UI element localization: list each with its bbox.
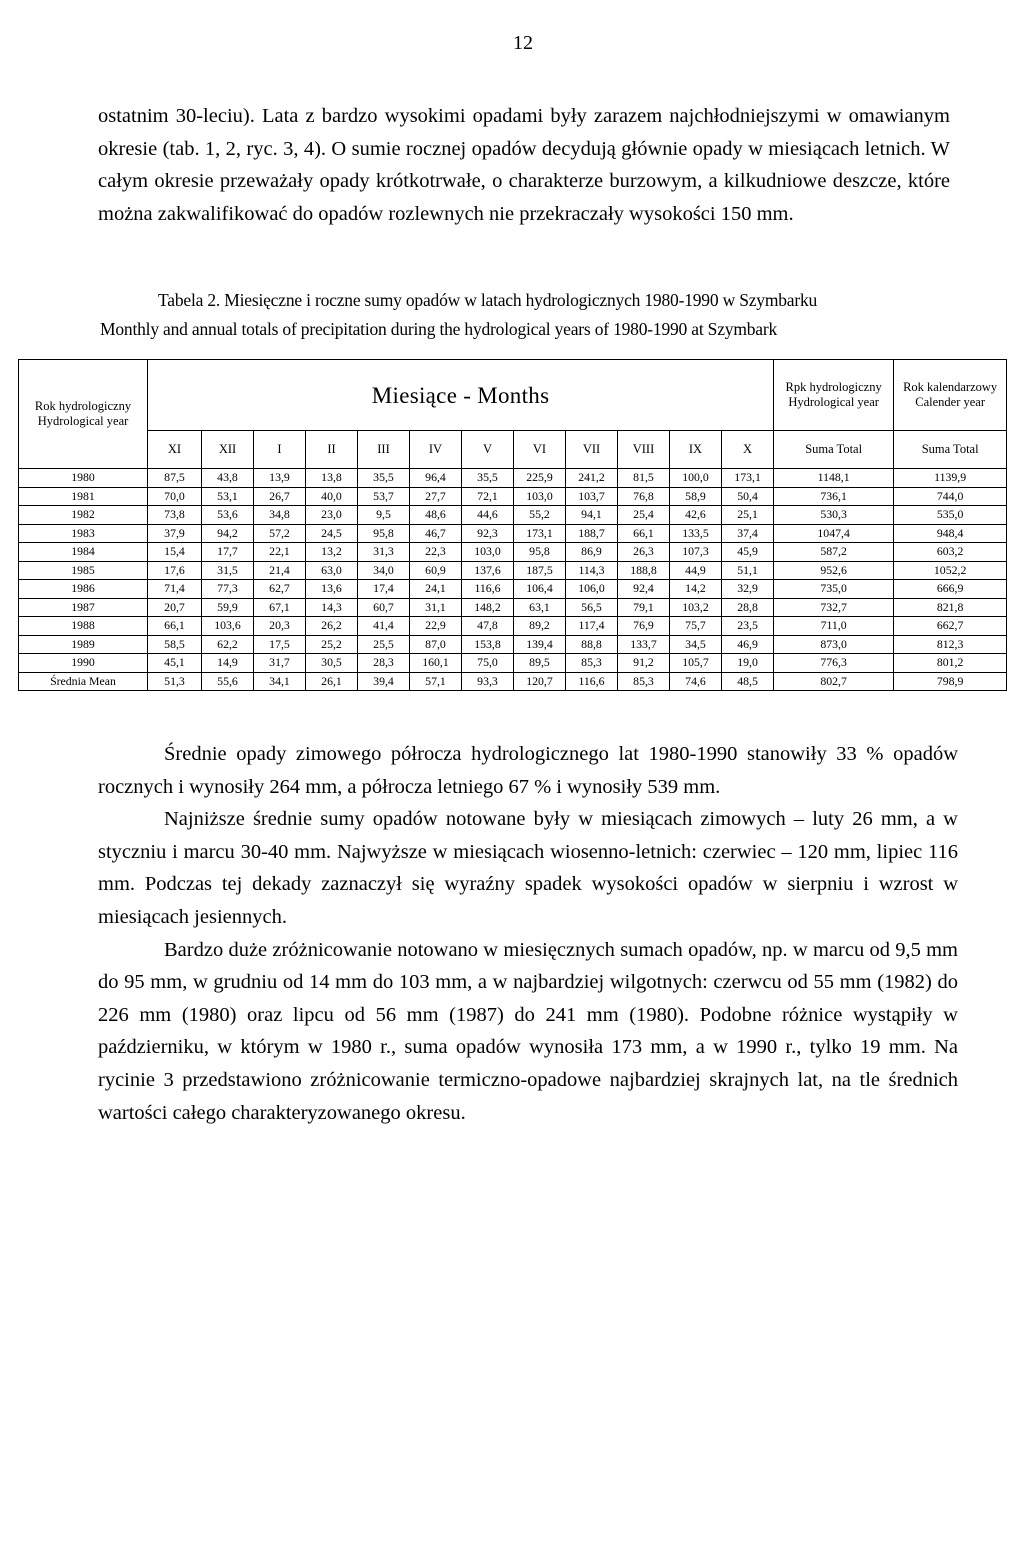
- table-cell: 41,4: [358, 617, 410, 636]
- table-cell: 55,2: [514, 506, 566, 525]
- table-cell: 85,3: [566, 654, 618, 673]
- table-cell: 43,8: [202, 469, 254, 488]
- header-sum-calendar: Suma Total: [894, 431, 1007, 469]
- header-month: VII: [566, 431, 618, 469]
- table-cell: 22,9: [410, 617, 462, 636]
- table-cell: 13,6: [306, 580, 358, 599]
- row-year-cell: 1984: [19, 543, 148, 562]
- header-month: XII: [202, 431, 254, 469]
- table-cell: 59,9: [202, 598, 254, 617]
- table-cell: 17,5: [254, 635, 306, 654]
- table-cell: 51,3: [148, 672, 202, 691]
- table-cell: 666,9: [894, 580, 1007, 599]
- table-cell: 116,6: [566, 672, 618, 691]
- table-cell: 17,7: [202, 543, 254, 562]
- header-month: VIII: [618, 431, 670, 469]
- header-sum-hydrological: Suma Total: [774, 431, 894, 469]
- table-row: [19, 561, 1007, 580]
- table-cell: 73,8: [148, 506, 202, 525]
- paragraph: Bardzo duże zróżnicowanie notowano w miesięcznych sumach opadów, np. w marcu od 9,5 mm do 95 mm, w grudniu od 14 mm do 103 mm, a w najbardziej wilgotnych: czerwcu od 55 mm (1982) do 226 mm (1980) oraz lipcu od 56 mm (1987) do 241 mm (1980). Podobne różnice wystąpiły w październiku, w którym w 1980 r., suma opadów wynosiła 173 mm, a w 1990 r., tylko 19 mm. Na rycinie 3 przedstawiono zróżnicowanie termiczno-opadowe najbardziej skrajnych lat, na tle średnich wartości całego charakteryzowanego okresu.: [98, 938, 958, 1124]
- header-month: IX: [670, 431, 722, 469]
- table-cell: 22,3: [410, 543, 462, 562]
- header-calendar-total: Rok kalendarzowy Calender year: [894, 360, 1007, 431]
- header-month: VI: [514, 431, 566, 469]
- table-cell: 53,6: [202, 506, 254, 525]
- table-cell: 114,3: [566, 561, 618, 580]
- table-cell: 17,6: [148, 561, 202, 580]
- row-year-cell: 1988: [19, 617, 148, 636]
- table-row: [19, 580, 1007, 599]
- table-cell: 66,1: [618, 524, 670, 543]
- table-cell: 603,2: [894, 543, 1007, 562]
- table-cell: 94,2: [202, 524, 254, 543]
- table-cell: 75,7: [670, 617, 722, 636]
- table-cell: 74,6: [670, 672, 722, 691]
- table-cell: 75,0: [462, 654, 514, 673]
- table-cell: 133,5: [670, 524, 722, 543]
- table-cell: 47,8: [462, 617, 514, 636]
- table-cell: 58,9: [670, 487, 722, 506]
- table-cell: 58,5: [148, 635, 202, 654]
- table-cell: 120,7: [514, 672, 566, 691]
- table-cell: 26,7: [254, 487, 306, 506]
- header-hydrological-total: Rpk hydrologiczny Hydrological year: [774, 360, 894, 431]
- table-cell: 63,1: [514, 598, 566, 617]
- table-row: [19, 469, 1007, 488]
- row-year-cell: 1985: [19, 561, 148, 580]
- row-year-cell: 1980: [19, 469, 148, 488]
- table-row: [19, 672, 1007, 691]
- table-cell: 93,3: [462, 672, 514, 691]
- table-cell: 22,1: [254, 543, 306, 562]
- table-cell: 50,4: [722, 487, 774, 506]
- table-cell: 736,1: [774, 487, 894, 506]
- header-months-title: Miesiące - Months: [148, 360, 774, 431]
- table-cell: 160,1: [410, 654, 462, 673]
- table-cell: 15,4: [148, 543, 202, 562]
- table-cell: 139,4: [514, 635, 566, 654]
- table-cell: 1052,2: [894, 561, 1007, 580]
- table-cell: 19,0: [722, 654, 774, 673]
- table-cell: 153,8: [462, 635, 514, 654]
- table-cell: 188,8: [618, 561, 670, 580]
- table-cell: 25,5: [358, 635, 410, 654]
- caption-polish: Tabela 2. Miesięczne i roczne sumy opadów w latach hydrologicznych 1980-1990 w Szymbarku: [158, 290, 818, 310]
- table-cell: 24,1: [410, 580, 462, 599]
- table-cell: 798,9: [894, 672, 1007, 691]
- table-cell: 32,9: [722, 580, 774, 599]
- table-cell: 30,5: [306, 654, 358, 673]
- table-cell: 53,1: [202, 487, 254, 506]
- table-cell: 37,4: [722, 524, 774, 543]
- table-cell: 55,6: [202, 672, 254, 691]
- table-cell: 587,2: [774, 543, 894, 562]
- table-cell: 56,5: [566, 598, 618, 617]
- table-cell: 14,3: [306, 598, 358, 617]
- table-cell: 148,2: [462, 598, 514, 617]
- table-cell: 103,2: [670, 598, 722, 617]
- table-cell: 28,8: [722, 598, 774, 617]
- table-cell: 31,5: [202, 561, 254, 580]
- header-month: II: [306, 431, 358, 469]
- table-cell: 51,1: [722, 561, 774, 580]
- table-cell: 103,7: [566, 487, 618, 506]
- table-cell: 31,1: [410, 598, 462, 617]
- table-cell: 662,7: [894, 617, 1007, 636]
- table-cell: 79,1: [618, 598, 670, 617]
- table-cell: 94,1: [566, 506, 618, 525]
- table-cell: 137,6: [462, 561, 514, 580]
- header-hydrological-year: Rok hydrologiczny Hydrological year: [19, 360, 148, 469]
- table-cell: 95,8: [358, 524, 410, 543]
- table-row: [19, 635, 1007, 654]
- header-month: V: [462, 431, 514, 469]
- header-month: XI: [148, 431, 202, 469]
- table-cell: 25,1: [722, 506, 774, 525]
- table-cell: 81,5: [618, 469, 670, 488]
- row-year-cell: Średnia Mean: [19, 672, 148, 691]
- row-year-cell: 1982: [19, 506, 148, 525]
- table-cell: 117,4: [566, 617, 618, 636]
- table-cell: 34,5: [670, 635, 722, 654]
- table-cell: 26,1: [306, 672, 358, 691]
- table-cell: 133,7: [618, 635, 670, 654]
- table-cell: 103,6: [202, 617, 254, 636]
- row-year-cell: 1990: [19, 654, 148, 673]
- table-cell: 76,9: [618, 617, 670, 636]
- table-row: [19, 524, 1007, 543]
- table-cell: 1047,4: [774, 524, 894, 543]
- table-cell: 31,7: [254, 654, 306, 673]
- table-cell: 63,0: [306, 561, 358, 580]
- table-cell: 802,7: [774, 672, 894, 691]
- table-cell: 95,8: [514, 543, 566, 562]
- intro-paragraph: ostatnim 30-leciu). Lata z bardzo wysokimi opadami były zarazem najchłodniejszymi w omawianym okresie (tab. 1, 2, ryc. 3, 4). O sumie rocznej opadów decydują głównie opady w miesiącach letnich. W całym okresie przeważały opady krótkotrwałe, o charakterze burzowym, a kilkudniowe deszcze, które można zakwalifikować do opadów rozlewnych nie przekraczały wysokości 150 mm.: [98, 105, 950, 225]
- table-cell: 25,4: [618, 506, 670, 525]
- table-cell: 13,9: [254, 469, 306, 488]
- table-cell: 91,2: [618, 654, 670, 673]
- row-year-cell: 1987: [19, 598, 148, 617]
- table-cell: 873,0: [774, 635, 894, 654]
- table-caption: [100, 286, 1000, 344]
- table-cell: 96,4: [410, 469, 462, 488]
- table-cell: 39,4: [358, 672, 410, 691]
- table-cell: 60,7: [358, 598, 410, 617]
- table-cell: 42,6: [670, 506, 722, 525]
- table-cell: 187,5: [514, 561, 566, 580]
- table-cell: 13,8: [306, 469, 358, 488]
- table-cell: 87,5: [148, 469, 202, 488]
- table-cell: 744,0: [894, 487, 1007, 506]
- table-cell: 103,0: [462, 543, 514, 562]
- table-cell: 92,3: [462, 524, 514, 543]
- table-cell: 48,6: [410, 506, 462, 525]
- body-text: [98, 738, 958, 1129]
- table-cell: 821,8: [894, 598, 1007, 617]
- table-row: [19, 487, 1007, 506]
- header-month: I: [254, 431, 306, 469]
- table-cell: 21,4: [254, 561, 306, 580]
- table-cell: 23,0: [306, 506, 358, 525]
- table-cell: 225,9: [514, 469, 566, 488]
- table-cell: 70,0: [148, 487, 202, 506]
- table-cell: 173,1: [514, 524, 566, 543]
- row-year-cell: 1986: [19, 580, 148, 599]
- table-cell: 535,0: [894, 506, 1007, 525]
- table-body: [19, 469, 1007, 691]
- table-cell: 40,0: [306, 487, 358, 506]
- table-cell: 241,2: [566, 469, 618, 488]
- table-cell: 31,3: [358, 543, 410, 562]
- header-month: IV: [410, 431, 462, 469]
- table-cell: 26,3: [618, 543, 670, 562]
- table-cell: 53,7: [358, 487, 410, 506]
- table-cell: 20,7: [148, 598, 202, 617]
- table-cell: 14,2: [670, 580, 722, 599]
- table-cell: 100,0: [670, 469, 722, 488]
- page-number: 12: [513, 32, 533, 54]
- table-cell: 60,9: [410, 561, 462, 580]
- table-cell: 46,9: [722, 635, 774, 654]
- table-cell: 26,2: [306, 617, 358, 636]
- table-cell: 62,2: [202, 635, 254, 654]
- table-cell: 711,0: [774, 617, 894, 636]
- table-cell: 44,9: [670, 561, 722, 580]
- table-cell: 72,1: [462, 487, 514, 506]
- table-cell: 24,5: [306, 524, 358, 543]
- table-cell: 1148,1: [774, 469, 894, 488]
- table-cell: 48,5: [722, 672, 774, 691]
- table-cell: 812,3: [894, 635, 1007, 654]
- table-cell: 44,6: [462, 506, 514, 525]
- table-cell: 776,3: [774, 654, 894, 673]
- table-cell: 34,1: [254, 672, 306, 691]
- table-cell: 116,6: [462, 580, 514, 599]
- table-cell: 14,9: [202, 654, 254, 673]
- table-cell: 27,7: [410, 487, 462, 506]
- table-cell: 37,9: [148, 524, 202, 543]
- table-cell: 85,3: [618, 672, 670, 691]
- table-cell: 62,7: [254, 580, 306, 599]
- table-cell: 103,0: [514, 487, 566, 506]
- table-cell: 34,8: [254, 506, 306, 525]
- table-cell: 86,9: [566, 543, 618, 562]
- table-cell: 57,2: [254, 524, 306, 543]
- table-cell: 35,5: [358, 469, 410, 488]
- row-year-cell: 1983: [19, 524, 148, 543]
- table-cell: 735,0: [774, 580, 894, 599]
- table-cell: 106,4: [514, 580, 566, 599]
- table-cell: 57,1: [410, 672, 462, 691]
- row-year-cell: 1989: [19, 635, 148, 654]
- table-cell: 952,6: [774, 561, 894, 580]
- table-cell: 188,7: [566, 524, 618, 543]
- table-cell: 801,2: [894, 654, 1007, 673]
- table-cell: 71,4: [148, 580, 202, 599]
- table-cell: 89,5: [514, 654, 566, 673]
- table-cell: 88,8: [566, 635, 618, 654]
- table-cell: 13,2: [306, 543, 358, 562]
- month-header-row: [19, 431, 1007, 469]
- table-cell: 35,5: [462, 469, 514, 488]
- table-cell: 76,8: [618, 487, 670, 506]
- paragraph: Najniższe średnie sumy opadów notowane były w miesiącach zimowych – luty 26 mm, a w styczniu i marcu 30-40 mm. Najwyższe w miesiącach wiosenno-letnich: czerwiec – 120 mm, lipiec 116 mm. Podczas tej dekady zaznaczył się wyraźny spadek wysokości opadów w sierpniu i wzrost w miesiącach jesiennych.: [98, 808, 958, 928]
- table-row: [19, 506, 1007, 525]
- caption-english: Monthly and annual totals of precipitation during the hydrological years of 1980-1990 at Szymbark: [100, 319, 778, 339]
- table-cell: 45,1: [148, 654, 202, 673]
- table-cell: 107,3: [670, 543, 722, 562]
- table-cell: 45,9: [722, 543, 774, 562]
- table-cell: 20,3: [254, 617, 306, 636]
- table-row: [19, 543, 1007, 562]
- table-cell: 89,2: [514, 617, 566, 636]
- table-cell: 28,3: [358, 654, 410, 673]
- table-cell: 25,2: [306, 635, 358, 654]
- table-cell: 17,4: [358, 580, 410, 599]
- table-cell: 34,0: [358, 561, 410, 580]
- paragraph: Średnie opady zimowego półrocza hydrologicznego lat 1980-1990 stanowiły 33 % opadów rocznych i wynosiły 264 mm, a półrocza letniego 67 % i wynosiły 539 mm.: [98, 743, 958, 798]
- table-cell: 1139,9: [894, 469, 1007, 488]
- table-row: [19, 654, 1007, 673]
- table-cell: 87,0: [410, 635, 462, 654]
- table-cell: 948,4: [894, 524, 1007, 543]
- table-cell: 173,1: [722, 469, 774, 488]
- table-cell: 106,0: [566, 580, 618, 599]
- table-cell: 732,7: [774, 598, 894, 617]
- table-cell: 9,5: [358, 506, 410, 525]
- table-cell: 105,7: [670, 654, 722, 673]
- table-cell: 23,5: [722, 617, 774, 636]
- table-cell: 46,7: [410, 524, 462, 543]
- table-cell: 77,3: [202, 580, 254, 599]
- precipitation-table: [18, 359, 1007, 691]
- table-row: [19, 598, 1007, 617]
- header-month: III: [358, 431, 410, 469]
- table-cell: 92,4: [618, 580, 670, 599]
- header-month: X: [722, 431, 774, 469]
- table-row: [19, 617, 1007, 636]
- table-cell: 67,1: [254, 598, 306, 617]
- row-year-cell: 1981: [19, 487, 148, 506]
- table-cell: 66,1: [148, 617, 202, 636]
- table-cell: 530,3: [774, 506, 894, 525]
